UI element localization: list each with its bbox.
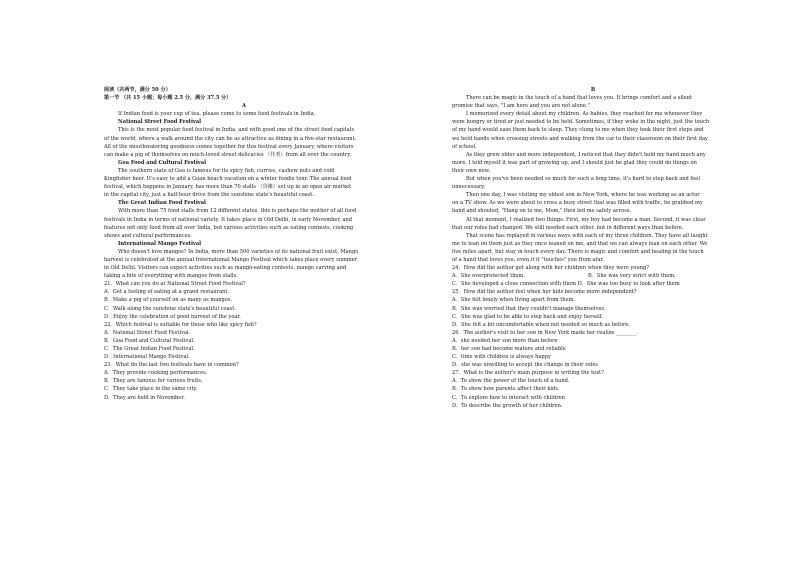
festival-4-text: Who doesn't love mangos? In India, more than 500 varieties of its national fruit exist. Mango [118, 248, 359, 255]
passage-b-text: Then one day, I was visiting my oldest son in New York, where he was working as an actor [466, 192, 700, 199]
question-21: 21．What can you do at National Street Food Festival? [104, 281, 246, 288]
q22-option-a: A．National Street Food Festival. [104, 329, 191, 336]
festival-4-text: taking a bite of everything with mangos from stalls. [104, 273, 238, 280]
festival-1-title: National Street Food Festival [118, 119, 202, 126]
passage-b-text: There can be magic in the touch of a hand that loves you. It brings comfort and a silent [466, 95, 692, 102]
passage-b-text: hand and shouted, "Hang on to me, Mom," then led me safely across. [452, 208, 632, 215]
passage-b-text: me to lean on them just as they once leaned on me, and that we can always lean on each other. We [452, 240, 708, 247]
q24-option-b: B．She was very strict with them. [588, 273, 676, 280]
festival-3-text: With more than 75 food stalls from 12 different states, this is perhaps the mother of all food [118, 208, 357, 215]
festival-4-text: in Old Delhi. Visitors can expect activities such as mango-eating contests, mango carving and [104, 265, 347, 272]
q21-option-c: C．Walk along the sunshine state's beautiful coast. [104, 305, 236, 312]
festival-3-text: features not only food from all over India, but various activities such as eating contests, cooking [104, 224, 354, 231]
passage-b-text: on a TV show. As we were about to cross a busy street that was filled with traffic, he grabbed my [452, 200, 703, 207]
passage-b-text: more. I told myself it was part of growing up, and I should just be glad they could do things on [452, 159, 697, 166]
q27-option-a: A．To show the power of the touch of a hand. [452, 378, 570, 385]
festival-3-text: shows and cultural performances. [104, 232, 192, 239]
passage-b-text: of school. [452, 143, 477, 150]
question-23: 23．What do the last two festivals have in common? [104, 362, 239, 369]
question-25: 25．How did the author feel when her kids become more independent? [452, 289, 637, 296]
passage-b-text: that our roles had changed. We still needed each other, but in different ways than before. [452, 224, 684, 231]
passage-b-text: That scene has replayed in various ways with each of my three children. They have all taught [466, 232, 708, 239]
q23-option-c: C．They take place in the same city. [104, 386, 198, 393]
q27-option-c: C．To explore how to interact with children [452, 394, 565, 401]
festival-2-text: in the capital city, just a half-hour drive from the sunshine state's beautiful coast. [104, 192, 314, 199]
q24-options-cd: C．She developed a close connection with them D．She was too busy to look after them [452, 281, 680, 288]
right-column [452, 86, 734, 410]
q25-option-b: B．She was worried that they couldn't manage themselves. [452, 305, 606, 312]
part-heading: 第一节 （共 15 小题；每小题 2.5 分，满分 37.5 分） [104, 95, 232, 102]
festival-2-text: festival, which happens in January, has more than 70 stalls （货摊）set up in an open air market [104, 184, 352, 191]
festival-3-title: The Great Indian Food Festival [118, 200, 206, 207]
festival-2-text: Kingfisher beer. It's easy to add a Goan beach vacation on a winter foodie tour. The annual food [104, 176, 352, 183]
q23-option-b: B．They are famous for various fruits. [104, 378, 203, 385]
q24-option-a: A．She overprotected them. [452, 273, 525, 280]
q21-option-b: B．Make a pig of yourself on as many as mangos. [104, 297, 233, 304]
q26-option-d: D．she was unwilling to accept the change in their roles [452, 362, 598, 369]
question-24: 24．How did the author get along with her children when they were young? [452, 265, 650, 272]
festival-1-text: All of the mouthwatering goodness comes together for this festival every January, where visitors [104, 143, 354, 150]
q25-option-c: C．She was glad to be able to step back and enjoy herself. [452, 313, 604, 320]
passage-b-text: promise that says, "I am here and you are not alone." [452, 103, 590, 110]
question-27: 27．What is the author's main purpose in writing the text? [452, 370, 604, 377]
q27-option-b: B．To show how parents affect their kids. [452, 386, 560, 393]
passage-a-intro: If Indian food is your cup of tea, please come to some food festivals in India. [118, 111, 316, 118]
festival-1-text: This is the most popular food festival in India, and with good one of the street food capitals [118, 127, 355, 134]
passage-b-text: of my hand would ease them back to sleep. They clung to me when they took their first steps and [452, 127, 704, 134]
festival-1-text: of the world, where a walk around the city can be as attractive as dining in a five-star restaurant. [104, 135, 357, 142]
q25-option-d: D．She felt a bit uncomfortable when not needed so much as before. [452, 321, 631, 328]
q22-option-c: C．The Great Indian Food Festival. [104, 346, 195, 352]
passage-b-text: unnecessary. [452, 184, 486, 191]
passage-b-text: I memorized every detail about my children. As babies, they reached for me whenever they [466, 111, 703, 118]
passage-b-text: their own now. [452, 167, 491, 174]
passage-b-text: of a hand that loves you, even if it "touches" you from afar. [452, 256, 604, 263]
left-column [104, 86, 384, 402]
festival-2-text: The southern state of Goa is famous for its spicy fish, curries, cashew nuts and cold [118, 167, 335, 174]
festival-3-text: festivals in India in terms of national variety. It takes place in Old Delhi, in early November, and [104, 216, 353, 223]
q23-option-d: D．They are held in November. [104, 394, 185, 401]
q22-option-d: D．International Mango Festival. [104, 354, 190, 361]
q21-option-d: D．Enjoy the celebration of good harvest of the year. [104, 313, 241, 320]
section-heading: 阅读（共两节，满分 50 分） [104, 87, 171, 93]
question-22: 22．Which festival is suitable for those who like spicy fish? [104, 321, 257, 328]
q26-option-c: C．time with children is always happy [452, 354, 551, 361]
passage-b-text: As they grew older and more independent, I noticed that they didn't hold my hand much any [466, 151, 706, 158]
passage-b-text: But when you've been needed so much for such a long time, it's hard to step back and feel [466, 176, 700, 183]
q25-option-a: A．She felt lonely when living apart from them. [452, 297, 576, 304]
q27-option-d: D．To describe the growth of her children. [452, 402, 563, 409]
passage-b-text: were hungry or tired or just needed to be held. Sometimes, if they woke in the night, just the touch [452, 119, 710, 126]
q21-option-a: A．Get a feeling of eating at a grand restaurant. [104, 289, 230, 296]
festival-2-title: Goa Food and Cultural Festival [118, 159, 206, 166]
festival-4-title: International Mango Festival [118, 240, 202, 247]
passage-b-text: live miles apart, but stay in touch every day. There is magic and comfort and healing in the touch [452, 248, 704, 255]
festival-4-text: harvest is celebrated at the annual International Mango Festival which takes place every summer [104, 256, 358, 263]
festival-1-text: can make a pig of themselves on much-loved street delicacies （佳肴）from all over the country. [104, 151, 352, 158]
q22-option-b: B．Goa Food and Cultural Festival. [104, 337, 195, 344]
passage-b-label: B [590, 87, 596, 93]
passage-a-label: A [242, 103, 246, 110]
question-26: 26．The author's visit to her son in New York made her realize ________. [452, 329, 639, 336]
q24-options-ab [452, 272, 734, 280]
passage-b-text: At that moment, I realized two things. First, my boy had become a man. Second, it was clear [466, 216, 706, 223]
passage-b-text: we held hands when crossing streets and walking from the car to their classroom on their first day [452, 135, 708, 142]
q23-option-a: A．They provide cooking performances. [104, 370, 208, 377]
q26-option-a: A．she needed her son more than before [452, 337, 558, 344]
q26-option-b: B．her son had become mature and reliable [452, 346, 566, 352]
